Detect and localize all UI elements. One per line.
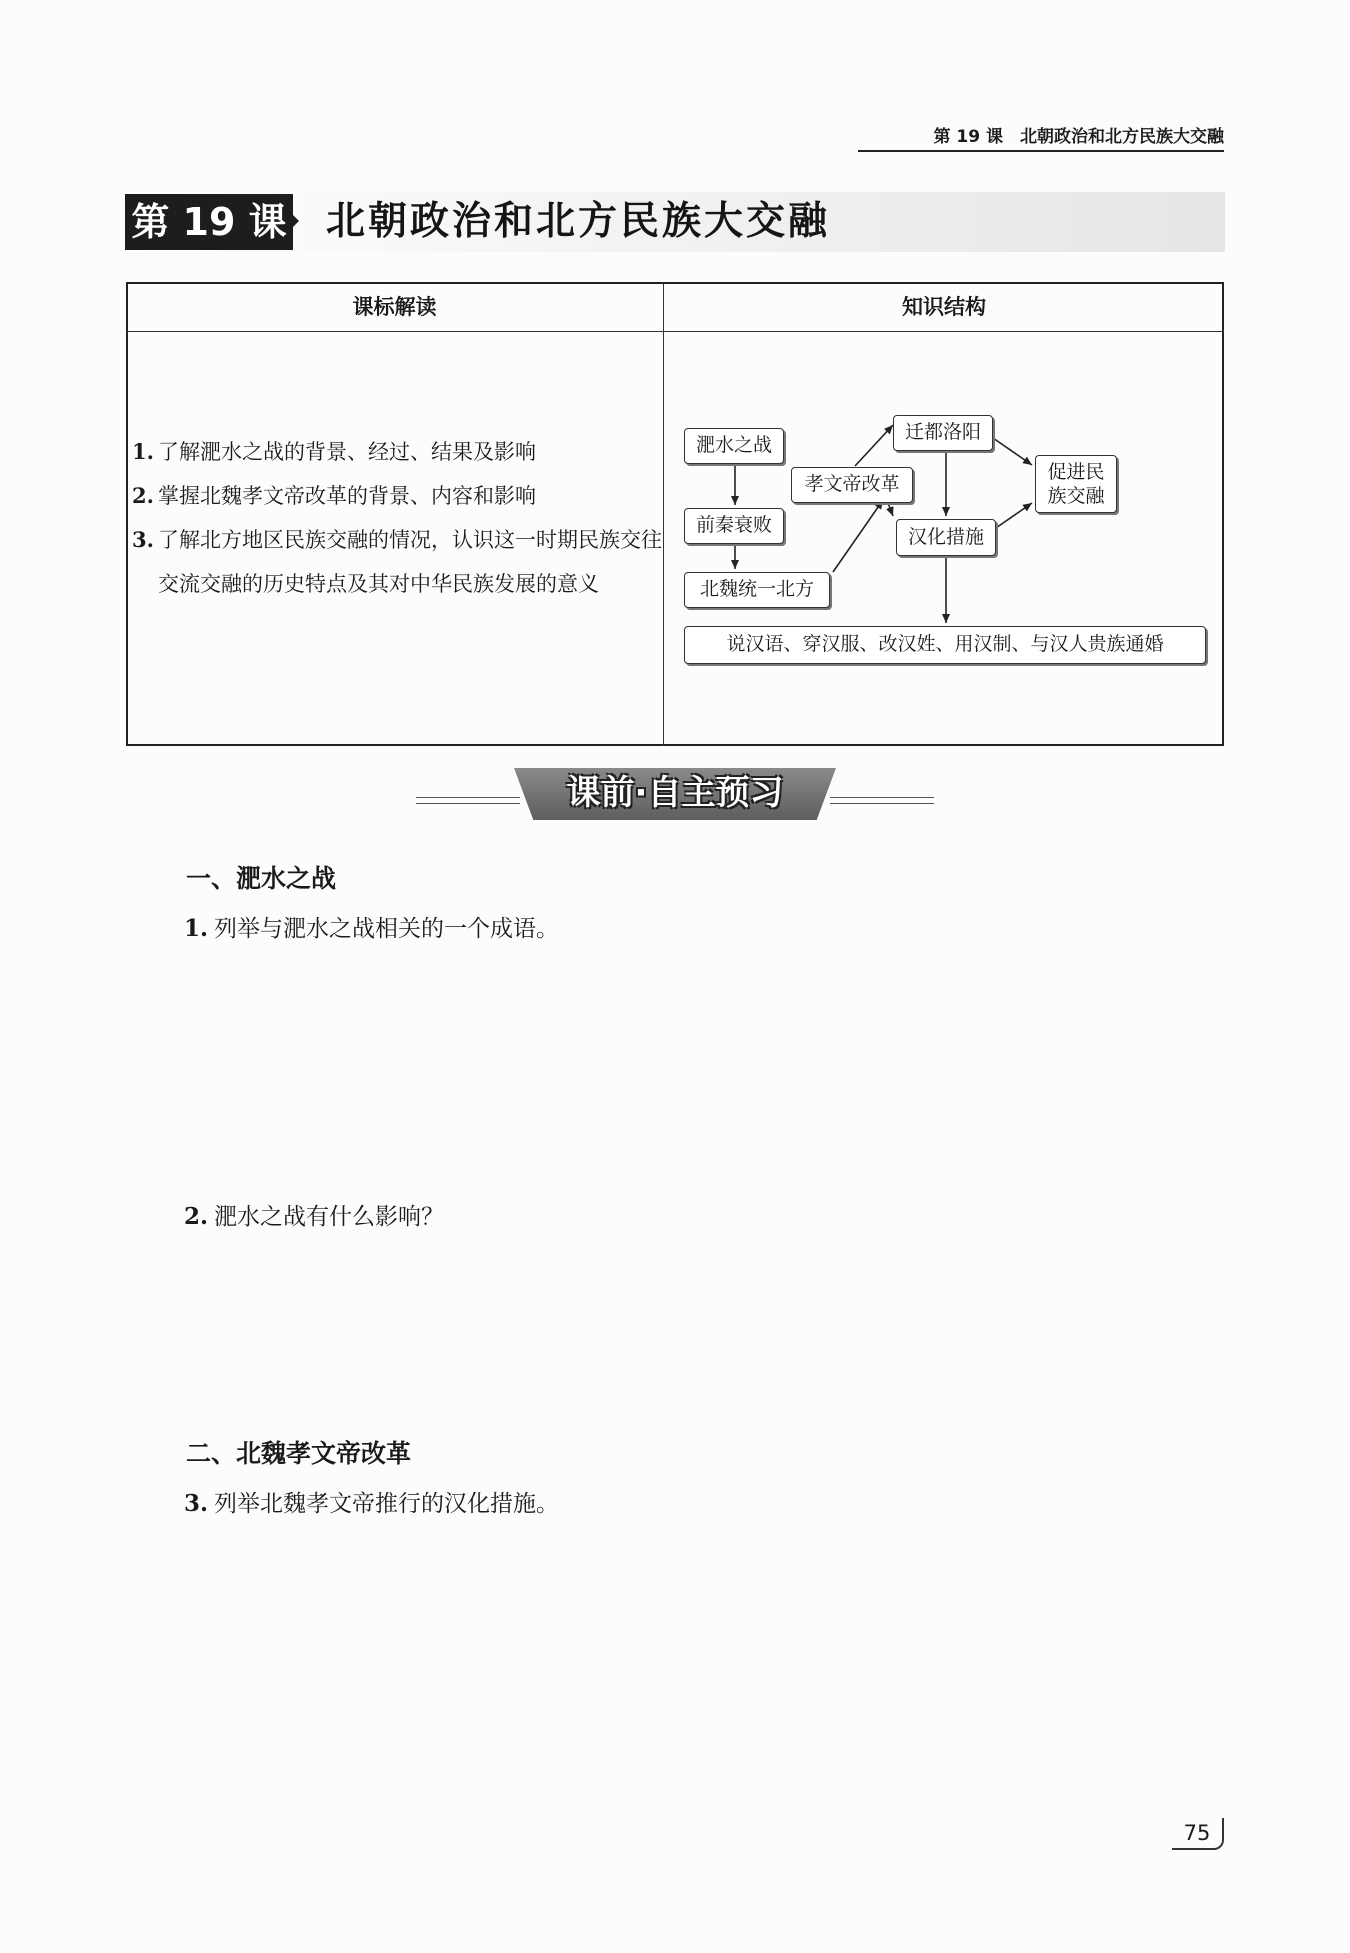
arrow-beiwei-xiaowen (833, 500, 883, 572)
node-former-qin-decline: 前秦衰败 (684, 508, 784, 544)
arrow-xiaowen-qiandu (855, 425, 893, 466)
objective-text: 掌握北魏孝文帝改革的背景、内容和影响 (158, 484, 536, 508)
node-capital-move-luoyang: 迁都洛阳 (893, 415, 993, 451)
running-header: 第 19 课 北朝政治和北方民族大交融 (858, 124, 1224, 152)
question-number: 3. (184, 1490, 209, 1517)
arrow-qiandu-cujin (993, 438, 1032, 465)
arrow-hanhua-cujin (993, 503, 1032, 530)
question-text: 列举与淝水之战相关的一个成语。 (214, 916, 560, 942)
question-text: 淝水之战有什么影响？ (214, 1204, 445, 1230)
node-line: 促进民 (1047, 461, 1105, 483)
question-number: 1. (184, 915, 209, 942)
question-item (184, 910, 559, 943)
objective-text: 了解淝水之战的背景、经过、结果及影响 (158, 440, 536, 464)
node-feishui-battle: 淝水之战 (684, 428, 784, 464)
question-number: 2. (184, 1203, 209, 1230)
table-header-structure: 知识结构 (902, 295, 986, 319)
node-line: 族交融 (1047, 485, 1105, 507)
section-banner-text: 课前·自主预习 (566, 773, 784, 813)
node-xiaowen-reform: 孝文帝改革 (791, 467, 913, 503)
page-number: 75 (1172, 1818, 1224, 1850)
objective-number: 1. (132, 439, 154, 464)
node-sinicization-measures: 汉化措施 (896, 519, 996, 556)
question-item (184, 1485, 559, 1518)
node-northern-wei-unification: 北魏统一北方 (684, 572, 830, 608)
objective-number: 3. (132, 527, 154, 552)
section-heading: 一、淝水之战 (186, 864, 337, 893)
section-heading: 二、北魏孝文帝改革 (186, 1439, 412, 1468)
arrow-xiaowen-hanhua (888, 503, 893, 516)
banner-line-right (830, 797, 934, 798)
node-measures-detail: 说汉语、穿汉服、改汉姓、用汉制、与汉人贵族通婚 (684, 626, 1206, 664)
node-promote-ethnic-integration (1035, 455, 1117, 513)
objective-number: 2. (132, 483, 154, 508)
lesson-title: 北朝政治和北方民族大交融 (326, 199, 831, 244)
banner-line-left (416, 803, 520, 804)
lesson-number-badge: 第 19 课 (125, 194, 293, 250)
banner-line-right (830, 803, 934, 804)
question-item (184, 1198, 444, 1231)
objective-text: 了解北方地区民族交融的情况，认识这一时期民族交往交流交融的历史特点及其对中华民族发展的意义 (158, 528, 662, 596)
question-text: 列举北魏孝文帝推行的汉化措施。 (214, 1491, 560, 1517)
banner-line-left (416, 797, 520, 798)
table-header-curriculum: 课标解读 (352, 295, 437, 319)
